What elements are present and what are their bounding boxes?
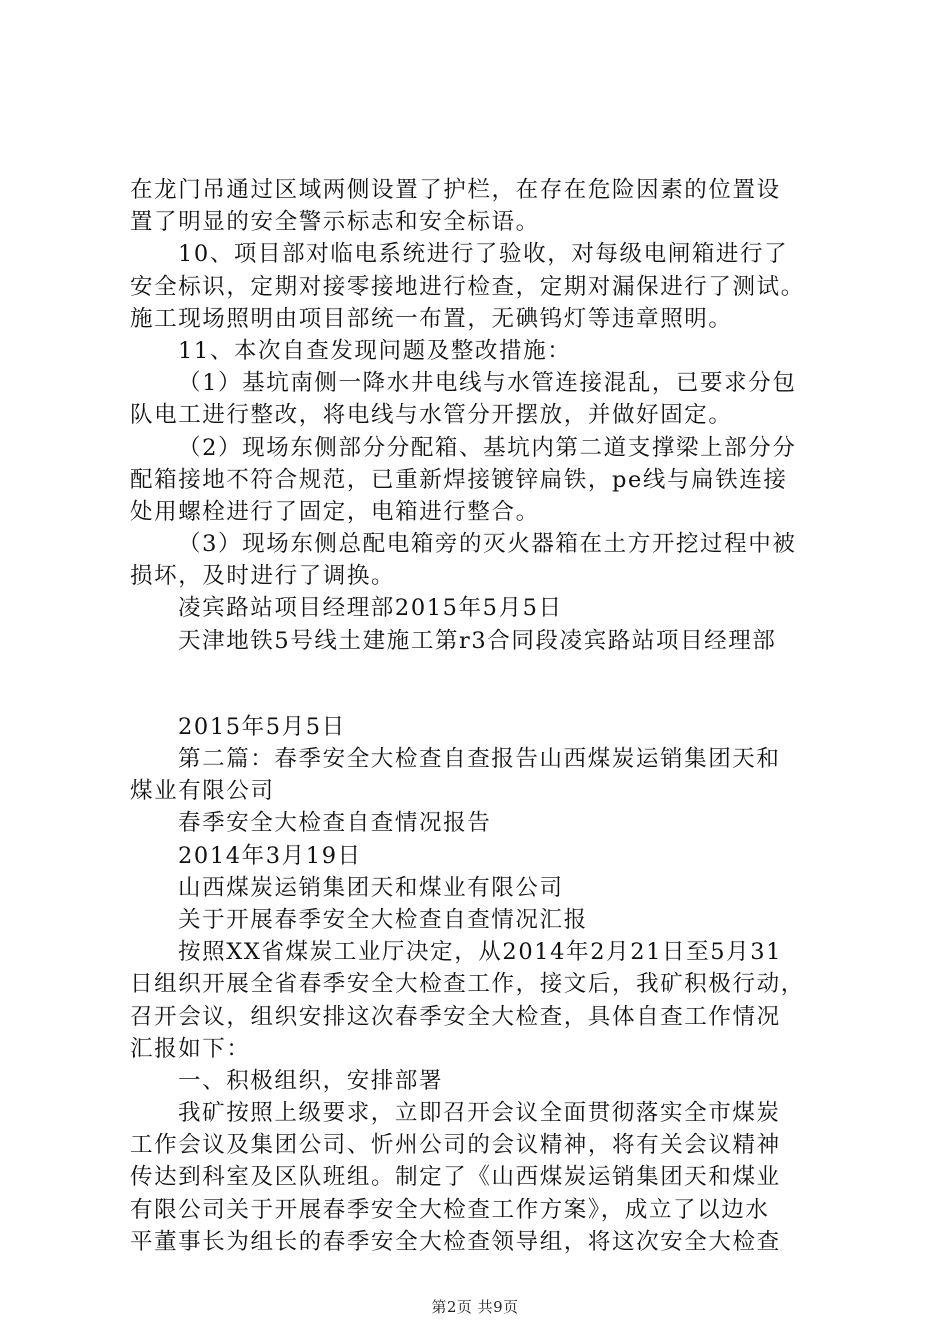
text-line: 有限公司关于开展春季安全大检查工作方案》，成立了以边水	[130, 1196, 770, 1223]
text-line: 2015年5月5日	[178, 713, 346, 740]
page-footer: 第2页 共9页	[431, 1298, 519, 1316]
text-line: 损坏，及时进行了调换。	[130, 563, 396, 590]
text-line: 配箱接地不符合规范，已重新焊接镀锌扁铁，pe线与扁铁连接	[130, 466, 788, 493]
text-line: 凌宾路站项目经理部2015年5月5日	[178, 595, 563, 622]
text-line: 平董事长为组长的春季安全大检查领导组，将这次安全大检查	[130, 1228, 781, 1255]
text-line: 日组织开展全省春季安全大检查工作，接文后，我矿积极行动，	[130, 971, 805, 998]
text-line: 2014年3月19日	[178, 842, 362, 869]
text-line: 春季安全大检查自查情况报告	[178, 810, 492, 837]
text-line: 11、本次自查发现问题及整改措施：	[178, 337, 572, 364]
text-line: （2）现场东侧部分分配箱、基坑内第二道支撑梁上部分分	[178, 434, 797, 461]
text-line: 在龙门吊通过区域两侧设置了护栏，在存在危险因素的位置设	[130, 177, 781, 203]
text-line: 天津地铁5号线土建施工第r3合同段凌宾路站项目经理部	[178, 627, 777, 654]
text-line: 山西煤炭运销集团天和煤业有限公司	[178, 874, 564, 901]
text-line: 置了明显的安全警示标志和安全标语。	[130, 209, 540, 236]
text-line: 第二篇：春季安全大检查自查报告山西煤炭运销集团天和	[178, 746, 781, 772]
text-line: （3）现场东侧总配电箱旁的灭火器箱在土方开挖过程中被	[178, 531, 797, 558]
text-line: （1）基坑南侧一降水井电线与水管连接混乱，已要求分包	[178, 370, 797, 397]
text-line: 我矿按照上级要求，立即召开会议全面贯彻落实全市煤炭	[178, 1100, 781, 1127]
text-line: 安全标识，定期对接零接地进行检查，定期对漏保进行了测试。	[130, 273, 805, 300]
text-line: 一、积极组织，安排部署	[178, 1067, 444, 1094]
blank-line	[130, 657, 830, 711]
text-line: 煤业有限公司	[130, 778, 275, 805]
text-line: 工作会议及集团公司、忻州公司的会议精神，将有关会议精神	[130, 1132, 781, 1159]
text-line: 关于开展春季安全大检查自查情况汇报	[178, 906, 588, 933]
text-line: 施工现场照明由项目部统一布置，无碘钨灯等违章照明。	[130, 305, 733, 332]
text-line: 队电工进行整改，将电线与水管分开摆放，并做好固定。	[130, 402, 733, 429]
text-line: 按照XX省煤炭工业厅决定，从2014年2月21日至5月31	[178, 939, 783, 966]
text-line: 10、项目部对临电系统进行了验收，对每级电闸箱进行了	[178, 241, 789, 268]
text-line: 传达到科室及区队班组。制定了《山西煤炭运销集团天和煤业	[130, 1164, 781, 1191]
text-line: 汇报如下：	[130, 1035, 251, 1062]
text-line: 召开会议，组织安排这次春季安全大检查，具体自查工作情况	[130, 1003, 781, 1030]
text-line: 处用螺栓进行了固定，电箱进行整合。	[130, 498, 540, 525]
document-body	[130, 174, 830, 1258]
